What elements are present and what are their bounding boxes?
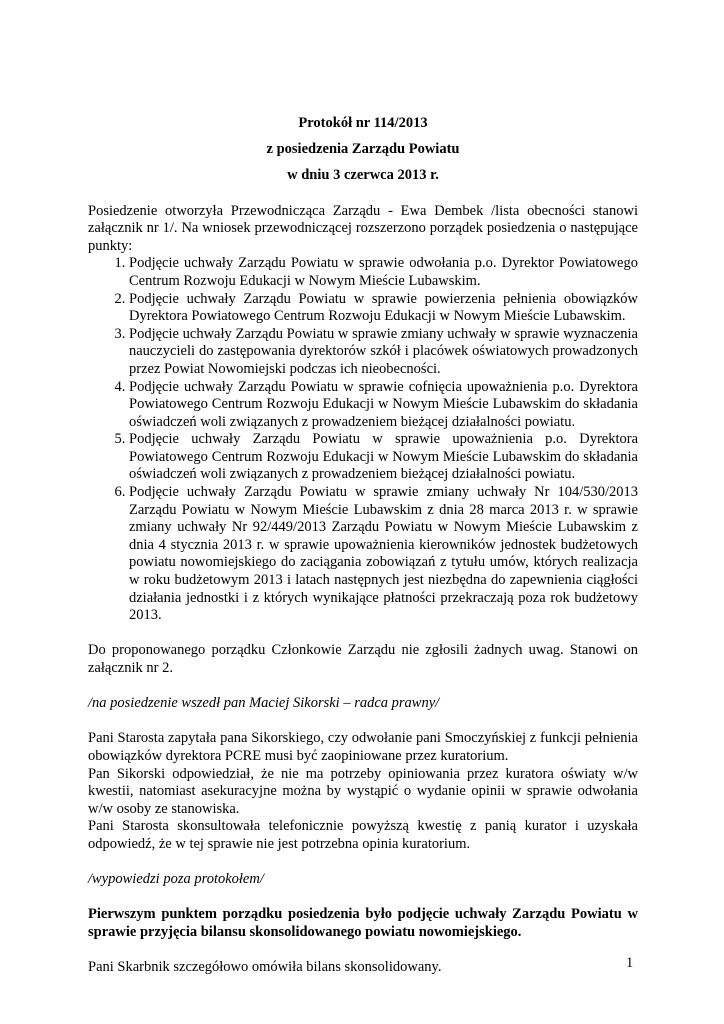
agenda-item-6: 6. Podjęcie uchwały Zarządu Powiatu w sprawie zmiany uchwały Nr 104/530/2013 Zarządu Powiatu w Nowym Mieście Lubawskim z dnia 28 marca 2013 r. w sprawie zmiany uchwały Nr 92/449/2013 Zarządu Powiatu w Nowym Mieście Lubawskim z dnia 4 stycznia 2013 r. w sprawie upoważnienia kierowników jednostek budżetowych powiatu nowomiejskiego do zaciągania zobowiązań z tytułu umów, których realizacja w roku budżetowym 2013 i latach następnych jest niezbędna do zapewnienia ciągłości działania jednostki i z których wynikające płatności przekraczają poza rok budżetowy 2013.: [129, 484, 638, 625]
discussion-paragraph-2: Pan Sikorski odpowiedział, że nie ma potrzeby opiniowania przez kuratora oświaty w/w kwestii, natomiast asekuracyjne można by wystąpić o wydanie opinii w sprawie odwołania w/w osoby ze stanowiska.: [88, 765, 638, 817]
title-line-2: z posiedzenia Zarządu Powiatu: [266, 141, 460, 158]
discussion-paragraph-3: Pani Starosta skonsultowała telefonicznie powyższą kwestię z panią kurator i uzyskała odpowiedź, że w tej sprawie nie jest potrzebna opinia kuratorium.: [88, 818, 638, 852]
discussion-paragraph-1: Pani Starosta zapytała pana Sikorskiego, czy odwołanie pani Smoczyńskiej z funkcji pełnienia obowiązków dyrektora PCRE musi być zaopiniowane przez kuratorium.: [88, 730, 638, 764]
first-point-heading: Pierwszym punktem porządku posiedzenia było podjęcie uchwały Zarządu Powiatu w sprawie przyjęcia bilansu skonsolidowanego powiatu nowomiejskiego.: [88, 906, 638, 940]
agenda-item-1: 1. Podjęcie uchwały Zarządu Powiatu w sprawie odwołania p.o. Dyrektor Powiatowego Centrum Rozwoju Edukacji w Nowym Mieście Lubawskim.: [129, 255, 638, 290]
treasurer-paragraph: Pani Skarbnik szczegółowo omówiła bilans skonsolidowany.: [88, 959, 442, 976]
agenda-item-2: 2. Podjęcie uchwały Zarządu Powiatu w sprawie powierzenia pełnienia obowiązków Dyrektora Powiatowego Centrum Rozwoju Edukacji w Nowym Mieście Lubawskim.: [129, 291, 638, 326]
agenda-item-3: 3. Podjęcie uchwały Zarządu Powiatu w sprawie zmiany uchwały w sprawie wyznaczenia nauczycieli do zastępowania dyrektorów szkół i placówek oświatowych prowadzonych przez Powiat Nowomiejski podczas ich nieobecności.: [129, 326, 638, 379]
agenda-note: Do proponowanego porządku Członkowie Zarządu nie zgłosili żadnych uwag. Stanowi on załącznik nr 2.: [88, 642, 638, 676]
off-record-note: /wypowiedzi poza protokołem/: [88, 871, 264, 888]
intro-paragraph: Posiedzenie otworzyła Przewodnicząca Zarządu - Ewa Dembek /lista obecności stanowi załącznik nr 1/. Na wniosek przewodniczącej rozszerzono porządek posiedzenia o następujące punkty:: [88, 202, 638, 254]
entry-note: /na posiedzenie wszedł pan Maciej Sikorski – radca prawny/: [88, 695, 440, 712]
agenda-item-4: 4. Podjęcie uchwały Zarządu Powiatu w sprawie cofnięcia upoważnienia p.o. Dyrektora Powiatowego Centrum Rozwoju Edukacji w Nowym Mieście Lubawskim do składania oświadczeń woli związanych z prowadzeniem bieżącej działalności powiatu.: [129, 379, 638, 432]
page-number: 1: [626, 955, 634, 971]
document-page: [88, 115, 638, 977]
title-line-3: w dniu 3 czerwca 2013 r.: [287, 167, 439, 184]
protocol-title: [88, 115, 638, 185]
agenda-list: [88, 255, 638, 624]
title-line-1: Protokół nr 114/2013: [298, 115, 428, 131]
agenda-item-5: 5. Podjęcie uchwały Zarządu Powiatu w sprawie upoważnienia p.o. Dyrektora Powiatowego Centrum Rozwoju Edukacji w Nowym Mieście Lubawskim do składania oświadczeń woli związanych z prowadzeniem bieżącej działalności powiatu.: [129, 431, 638, 484]
